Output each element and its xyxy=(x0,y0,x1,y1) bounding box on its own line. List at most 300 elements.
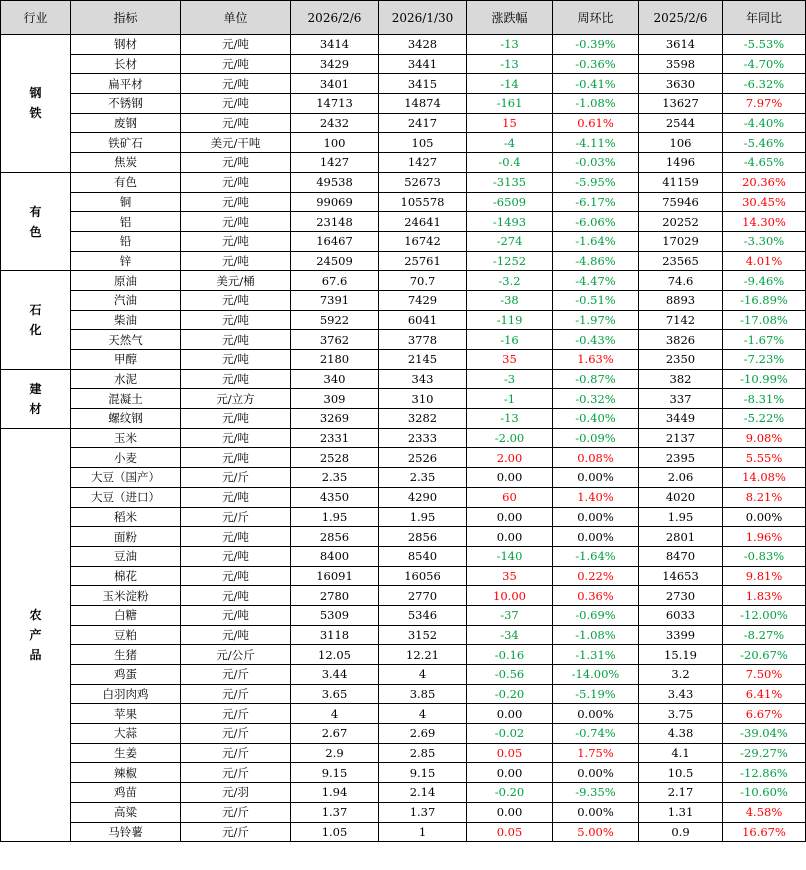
unit-cell: 元/斤 xyxy=(181,704,291,724)
wow-cell: -9.35% xyxy=(553,783,639,803)
yoy-cell: -5.22% xyxy=(723,409,806,429)
table-row xyxy=(1,448,806,468)
unit-cell: 元/吨 xyxy=(181,448,291,468)
current-value-cell: 100 xyxy=(291,133,379,153)
change-cell: -0.16 xyxy=(467,645,553,665)
indicator-cell: 生姜 xyxy=(71,743,181,763)
industry-label: 建材 xyxy=(29,381,42,416)
change-cell: 0.00 xyxy=(467,802,553,822)
table-row xyxy=(1,802,806,822)
prev-week-value-cell: 24641 xyxy=(379,212,467,232)
table-row xyxy=(1,704,806,724)
wow-cell: -1.31% xyxy=(553,645,639,665)
indicator-cell: 螺纹钢 xyxy=(71,409,181,429)
wow-cell: -1.64% xyxy=(553,231,639,251)
wow-cell: -0.69% xyxy=(553,605,639,625)
prev-week-value-cell: 4290 xyxy=(379,487,467,507)
prev-week-value-cell: 2526 xyxy=(379,448,467,468)
wow-cell: -6.17% xyxy=(553,192,639,212)
table-row xyxy=(1,212,806,232)
current-value-cell: 99069 xyxy=(291,192,379,212)
unit-cell: 元/斤 xyxy=(181,665,291,685)
last-year-value-cell: 15.19 xyxy=(639,645,723,665)
wow-cell: -0.40% xyxy=(553,409,639,429)
current-value-cell: 2432 xyxy=(291,113,379,133)
unit-cell: 元/斤 xyxy=(181,468,291,488)
indicator-cell: 辣椒 xyxy=(71,763,181,783)
unit-cell: 元/吨 xyxy=(181,172,291,192)
industry-cell xyxy=(1,369,71,428)
indicator-cell: 大豆（进口） xyxy=(71,487,181,507)
current-value-cell: 23148 xyxy=(291,212,379,232)
unit-cell: 元/吨 xyxy=(181,290,291,310)
current-value-cell: 67.6 xyxy=(291,271,379,291)
last-year-value-cell: 3449 xyxy=(639,409,723,429)
yoy-cell: -6.32% xyxy=(723,74,806,94)
table-row xyxy=(1,133,806,153)
current-value-cell: 16467 xyxy=(291,231,379,251)
prev-week-value-cell: 3282 xyxy=(379,409,467,429)
prev-week-value-cell: 16056 xyxy=(379,566,467,586)
unit-cell: 元/吨 xyxy=(181,231,291,251)
yoy-cell: 5.55% xyxy=(723,448,806,468)
indicator-cell: 水泥 xyxy=(71,369,181,389)
indicator-cell: 大蒜 xyxy=(71,724,181,744)
indicator-cell: 扁平材 xyxy=(71,74,181,94)
last-year-value-cell: 23565 xyxy=(639,251,723,271)
last-year-value-cell: 4.38 xyxy=(639,724,723,744)
header-row xyxy=(1,1,806,35)
prev-week-value-cell: 2145 xyxy=(379,350,467,370)
current-value-cell: 3429 xyxy=(291,54,379,74)
indicator-cell: 稻米 xyxy=(71,507,181,527)
yoy-cell: 7.50% xyxy=(723,665,806,685)
table-row xyxy=(1,172,806,192)
last-year-value-cell: 3.2 xyxy=(639,665,723,685)
industry-label: 有色 xyxy=(29,204,42,239)
yoy-cell: -8.31% xyxy=(723,389,806,409)
current-value-cell: 1.37 xyxy=(291,802,379,822)
wow-cell: 0.00% xyxy=(553,802,639,822)
indicator-cell: 焦炭 xyxy=(71,153,181,173)
yoy-cell: -5.53% xyxy=(723,35,806,55)
prev-week-value-cell: 2417 xyxy=(379,113,467,133)
table-row xyxy=(1,271,806,291)
last-year-value-cell: 2801 xyxy=(639,527,723,547)
yoy-cell: -12.00% xyxy=(723,605,806,625)
change-cell: -37 xyxy=(467,605,553,625)
last-year-value-cell: 1496 xyxy=(639,153,723,173)
current-value-cell: 3.44 xyxy=(291,665,379,685)
wow-cell: 0.08% xyxy=(553,448,639,468)
prev-week-value-cell: 2770 xyxy=(379,586,467,606)
change-cell: -14 xyxy=(467,74,553,94)
current-value-cell: 12.05 xyxy=(291,645,379,665)
prev-week-value-cell: 2.14 xyxy=(379,783,467,803)
last-year-value-cell: 0.9 xyxy=(639,822,723,842)
table-row xyxy=(1,290,806,310)
current-value-cell: 1.05 xyxy=(291,822,379,842)
indicator-cell: 钢材 xyxy=(71,35,181,55)
yoy-cell: -10.99% xyxy=(723,369,806,389)
unit-cell: 元/斤 xyxy=(181,507,291,527)
prev-week-value-cell: 70.7 xyxy=(379,271,467,291)
wow-cell: -0.39% xyxy=(553,35,639,55)
change-cell: -1493 xyxy=(467,212,553,232)
industry-cell xyxy=(1,271,71,369)
yoy-cell: -1.67% xyxy=(723,330,806,350)
table-row xyxy=(1,684,806,704)
wow-cell: -4.11% xyxy=(553,133,639,153)
indicator-cell: 有色 xyxy=(71,172,181,192)
unit-cell: 元/斤 xyxy=(181,763,291,783)
prev-week-value-cell: 343 xyxy=(379,369,467,389)
header-prev-week-date: 2026/1/30 xyxy=(379,1,467,35)
prev-week-value-cell: 105578 xyxy=(379,192,467,212)
yoy-cell: -4.65% xyxy=(723,153,806,173)
indicator-cell: 面粉 xyxy=(71,527,181,547)
table-row xyxy=(1,487,806,507)
last-year-value-cell: 6033 xyxy=(639,605,723,625)
wow-cell: -0.03% xyxy=(553,153,639,173)
change-cell: -140 xyxy=(467,546,553,566)
header-last-year-date: 2025/2/6 xyxy=(639,1,723,35)
header-wow: 周环比 xyxy=(553,1,639,35)
wow-cell: -0.41% xyxy=(553,74,639,94)
yoy-cell: -7.23% xyxy=(723,350,806,370)
wow-cell: 5.00% xyxy=(553,822,639,842)
prev-week-value-cell: 1427 xyxy=(379,153,467,173)
wow-cell: -1.97% xyxy=(553,310,639,330)
prev-week-value-cell: 5346 xyxy=(379,605,467,625)
wow-cell: -0.51% xyxy=(553,290,639,310)
current-value-cell: 1.95 xyxy=(291,507,379,527)
yoy-cell: 1.96% xyxy=(723,527,806,547)
unit-cell: 元/吨 xyxy=(181,566,291,586)
indicator-cell: 混凝土 xyxy=(71,389,181,409)
wow-cell: 1.63% xyxy=(553,350,639,370)
indicator-cell: 小麦 xyxy=(71,448,181,468)
indicator-cell: 高粱 xyxy=(71,802,181,822)
change-cell: 0.05 xyxy=(467,822,553,842)
current-value-cell: 5922 xyxy=(291,310,379,330)
table-row xyxy=(1,153,806,173)
prev-week-value-cell: 3152 xyxy=(379,625,467,645)
change-cell: 0.00 xyxy=(467,507,553,527)
unit-cell: 元/斤 xyxy=(181,684,291,704)
table-row xyxy=(1,35,806,55)
unit-cell: 元/吨 xyxy=(181,54,291,74)
prev-week-value-cell: 4 xyxy=(379,704,467,724)
wow-cell: -1.64% xyxy=(553,546,639,566)
last-year-value-cell: 1.31 xyxy=(639,802,723,822)
current-value-cell: 5309 xyxy=(291,605,379,625)
change-cell: -13 xyxy=(467,54,553,74)
yoy-cell: -16.89% xyxy=(723,290,806,310)
wow-cell: -6.06% xyxy=(553,212,639,232)
indicator-cell: 棉花 xyxy=(71,566,181,586)
industry-label: 农产品 xyxy=(29,607,42,662)
last-year-value-cell: 2137 xyxy=(639,428,723,448)
unit-cell: 元/吨 xyxy=(181,605,291,625)
wow-cell: -0.09% xyxy=(553,428,639,448)
change-cell: -1252 xyxy=(467,251,553,271)
wow-cell: -0.74% xyxy=(553,724,639,744)
unit-cell: 元/吨 xyxy=(181,212,291,232)
yoy-cell: 6.41% xyxy=(723,684,806,704)
prev-week-value-cell: 12.21 xyxy=(379,645,467,665)
change-cell: -0.20 xyxy=(467,783,553,803)
change-cell: 10.00 xyxy=(467,586,553,606)
prev-week-value-cell: 3.85 xyxy=(379,684,467,704)
yoy-cell: 16.67% xyxy=(723,822,806,842)
current-value-cell: 1427 xyxy=(291,153,379,173)
wow-cell: -5.95% xyxy=(553,172,639,192)
wow-cell: -5.19% xyxy=(553,684,639,704)
last-year-value-cell: 3614 xyxy=(639,35,723,55)
last-year-value-cell: 3399 xyxy=(639,625,723,645)
last-year-value-cell: 74.6 xyxy=(639,271,723,291)
current-value-cell: 4350 xyxy=(291,487,379,507)
table-row xyxy=(1,724,806,744)
table-row xyxy=(1,605,806,625)
current-value-cell: 2528 xyxy=(291,448,379,468)
change-cell: -3.2 xyxy=(467,271,553,291)
prev-week-value-cell: 14874 xyxy=(379,94,467,114)
unit-cell: 元/吨 xyxy=(181,625,291,645)
unit-cell: 元/吨 xyxy=(181,310,291,330)
last-year-value-cell: 2730 xyxy=(639,586,723,606)
current-value-cell: 3401 xyxy=(291,74,379,94)
change-cell: -13 xyxy=(467,35,553,55)
change-cell: -13 xyxy=(467,409,553,429)
change-cell: 0.05 xyxy=(467,743,553,763)
yoy-cell: -0.83% xyxy=(723,546,806,566)
prev-week-value-cell: 6041 xyxy=(379,310,467,330)
wow-cell: 0.00% xyxy=(553,507,639,527)
change-cell: -38 xyxy=(467,290,553,310)
wow-cell: 0.00% xyxy=(553,763,639,783)
current-value-cell: 2856 xyxy=(291,527,379,547)
yoy-cell: 4.58% xyxy=(723,802,806,822)
table-row xyxy=(1,783,806,803)
table-row xyxy=(1,645,806,665)
indicator-cell: 豆油 xyxy=(71,546,181,566)
indicator-cell: 不锈钢 xyxy=(71,94,181,114)
yoy-cell: 14.08% xyxy=(723,468,806,488)
yoy-cell: -17.08% xyxy=(723,310,806,330)
current-value-cell: 9.15 xyxy=(291,763,379,783)
last-year-value-cell: 3826 xyxy=(639,330,723,350)
last-year-value-cell: 14653 xyxy=(639,566,723,586)
industry-cell xyxy=(1,35,71,173)
header-unit: 单位 xyxy=(181,1,291,35)
table-row xyxy=(1,625,806,645)
last-year-value-cell: 2544 xyxy=(639,113,723,133)
unit-cell: 元/斤 xyxy=(181,802,291,822)
wow-cell: 0.36% xyxy=(553,586,639,606)
table-row xyxy=(1,74,806,94)
yoy-cell: -4.40% xyxy=(723,113,806,133)
yoy-cell: 20.36% xyxy=(723,172,806,192)
yoy-cell: 1.83% xyxy=(723,586,806,606)
change-cell: -274 xyxy=(467,231,553,251)
table-row xyxy=(1,350,806,370)
last-year-value-cell: 2350 xyxy=(639,350,723,370)
prev-week-value-cell: 1 xyxy=(379,822,467,842)
last-year-value-cell: 337 xyxy=(639,389,723,409)
unit-cell: 元/羽 xyxy=(181,783,291,803)
current-value-cell: 4 xyxy=(291,704,379,724)
last-year-value-cell: 4020 xyxy=(639,487,723,507)
yoy-cell: -10.60% xyxy=(723,783,806,803)
current-value-cell: 2331 xyxy=(291,428,379,448)
wow-cell: -4.86% xyxy=(553,251,639,271)
last-year-value-cell: 10.5 xyxy=(639,763,723,783)
last-year-value-cell: 20252 xyxy=(639,212,723,232)
last-year-value-cell: 3630 xyxy=(639,74,723,94)
wow-cell: 0.61% xyxy=(553,113,639,133)
table-row xyxy=(1,822,806,842)
indicator-cell: 天然气 xyxy=(71,330,181,350)
yoy-cell: -29.27% xyxy=(723,743,806,763)
unit-cell: 元/吨 xyxy=(181,546,291,566)
prev-week-value-cell: 2.35 xyxy=(379,468,467,488)
unit-cell: 元/吨 xyxy=(181,74,291,94)
change-cell: -2.00 xyxy=(467,428,553,448)
wow-cell: 0.00% xyxy=(553,704,639,724)
table-row xyxy=(1,665,806,685)
last-year-value-cell: 13627 xyxy=(639,94,723,114)
unit-cell: 元/吨 xyxy=(181,350,291,370)
change-cell: 35 xyxy=(467,566,553,586)
current-value-cell: 3269 xyxy=(291,409,379,429)
header-current-date: 2026/2/6 xyxy=(291,1,379,35)
industry-label: 石化 xyxy=(29,302,42,337)
prev-week-value-cell: 52673 xyxy=(379,172,467,192)
yoy-cell: -4.70% xyxy=(723,54,806,74)
change-cell: -161 xyxy=(467,94,553,114)
unit-cell: 元/吨 xyxy=(181,409,291,429)
last-year-value-cell: 2.06 xyxy=(639,468,723,488)
current-value-cell: 309 xyxy=(291,389,379,409)
unit-cell: 元/吨 xyxy=(181,428,291,448)
current-value-cell: 2180 xyxy=(291,350,379,370)
yoy-cell: -39.04% xyxy=(723,724,806,744)
last-year-value-cell: 41159 xyxy=(639,172,723,192)
indicator-cell: 锌 xyxy=(71,251,181,271)
indicator-cell: 马铃薯 xyxy=(71,822,181,842)
unit-cell: 元/吨 xyxy=(181,35,291,55)
indicator-cell: 白羽肉鸡 xyxy=(71,684,181,704)
wow-cell: 1.40% xyxy=(553,487,639,507)
wow-cell: 0.00% xyxy=(553,527,639,547)
current-value-cell: 3762 xyxy=(291,330,379,350)
unit-cell: 元/吨 xyxy=(181,94,291,114)
table-body xyxy=(1,35,806,842)
current-value-cell: 3414 xyxy=(291,35,379,55)
header-yoy: 年同比 xyxy=(723,1,806,35)
prev-week-value-cell: 16742 xyxy=(379,231,467,251)
prev-week-value-cell: 105 xyxy=(379,133,467,153)
wow-cell: 1.75% xyxy=(553,743,639,763)
current-value-cell: 8400 xyxy=(291,546,379,566)
change-cell: -1 xyxy=(467,389,553,409)
prev-week-value-cell: 9.15 xyxy=(379,763,467,783)
table-row xyxy=(1,527,806,547)
yoy-cell: 14.30% xyxy=(723,212,806,232)
table-row xyxy=(1,389,806,409)
indicator-cell: 白糖 xyxy=(71,605,181,625)
current-value-cell: 16091 xyxy=(291,566,379,586)
change-cell: -0.20 xyxy=(467,684,553,704)
last-year-value-cell: 75946 xyxy=(639,192,723,212)
unit-cell: 美元/桶 xyxy=(181,271,291,291)
last-year-value-cell: 3.43 xyxy=(639,684,723,704)
table-row xyxy=(1,468,806,488)
yoy-cell: 7.97% xyxy=(723,94,806,114)
table-row xyxy=(1,763,806,783)
change-cell: -0.4 xyxy=(467,153,553,173)
change-cell: 2.00 xyxy=(467,448,553,468)
table-row xyxy=(1,330,806,350)
indicator-cell: 苹果 xyxy=(71,704,181,724)
indicator-cell: 铁矿石 xyxy=(71,133,181,153)
current-value-cell: 2.9 xyxy=(291,743,379,763)
prev-week-value-cell: 3441 xyxy=(379,54,467,74)
unit-cell: 元/吨 xyxy=(181,527,291,547)
last-year-value-cell: 3598 xyxy=(639,54,723,74)
change-cell: -0.02 xyxy=(467,724,553,744)
yoy-cell: -9.46% xyxy=(723,271,806,291)
indicator-cell: 生猪 xyxy=(71,645,181,665)
change-cell: 0.00 xyxy=(467,704,553,724)
unit-cell: 美元/干吨 xyxy=(181,133,291,153)
prev-week-value-cell: 1.37 xyxy=(379,802,467,822)
table-row xyxy=(1,192,806,212)
prev-week-value-cell: 3415 xyxy=(379,74,467,94)
unit-cell: 元/斤 xyxy=(181,822,291,842)
indicator-cell: 废钢 xyxy=(71,113,181,133)
change-cell: -3 xyxy=(467,369,553,389)
change-cell: -0.56 xyxy=(467,665,553,685)
yoy-cell: 8.21% xyxy=(723,487,806,507)
table-row xyxy=(1,546,806,566)
wow-cell: -1.08% xyxy=(553,625,639,645)
indicator-cell: 豆粕 xyxy=(71,625,181,645)
change-cell: 15 xyxy=(467,113,553,133)
indicator-cell: 玉米 xyxy=(71,428,181,448)
yoy-cell: -5.46% xyxy=(723,133,806,153)
indicator-cell: 汽油 xyxy=(71,290,181,310)
unit-cell: 元/吨 xyxy=(181,586,291,606)
yoy-cell: -12.86% xyxy=(723,763,806,783)
unit-cell: 元/吨 xyxy=(181,251,291,271)
change-cell: 35 xyxy=(467,350,553,370)
unit-cell: 元/吨 xyxy=(181,330,291,350)
indicator-cell: 铅 xyxy=(71,231,181,251)
change-cell: -3135 xyxy=(467,172,553,192)
prev-week-value-cell: 3778 xyxy=(379,330,467,350)
industry-cell xyxy=(1,172,71,270)
indicator-cell: 铜 xyxy=(71,192,181,212)
change-cell: -34 xyxy=(467,625,553,645)
unit-cell: 元/公斤 xyxy=(181,645,291,665)
change-cell: -4 xyxy=(467,133,553,153)
current-value-cell: 2780 xyxy=(291,586,379,606)
unit-cell: 元/吨 xyxy=(181,113,291,133)
table-row xyxy=(1,428,806,448)
